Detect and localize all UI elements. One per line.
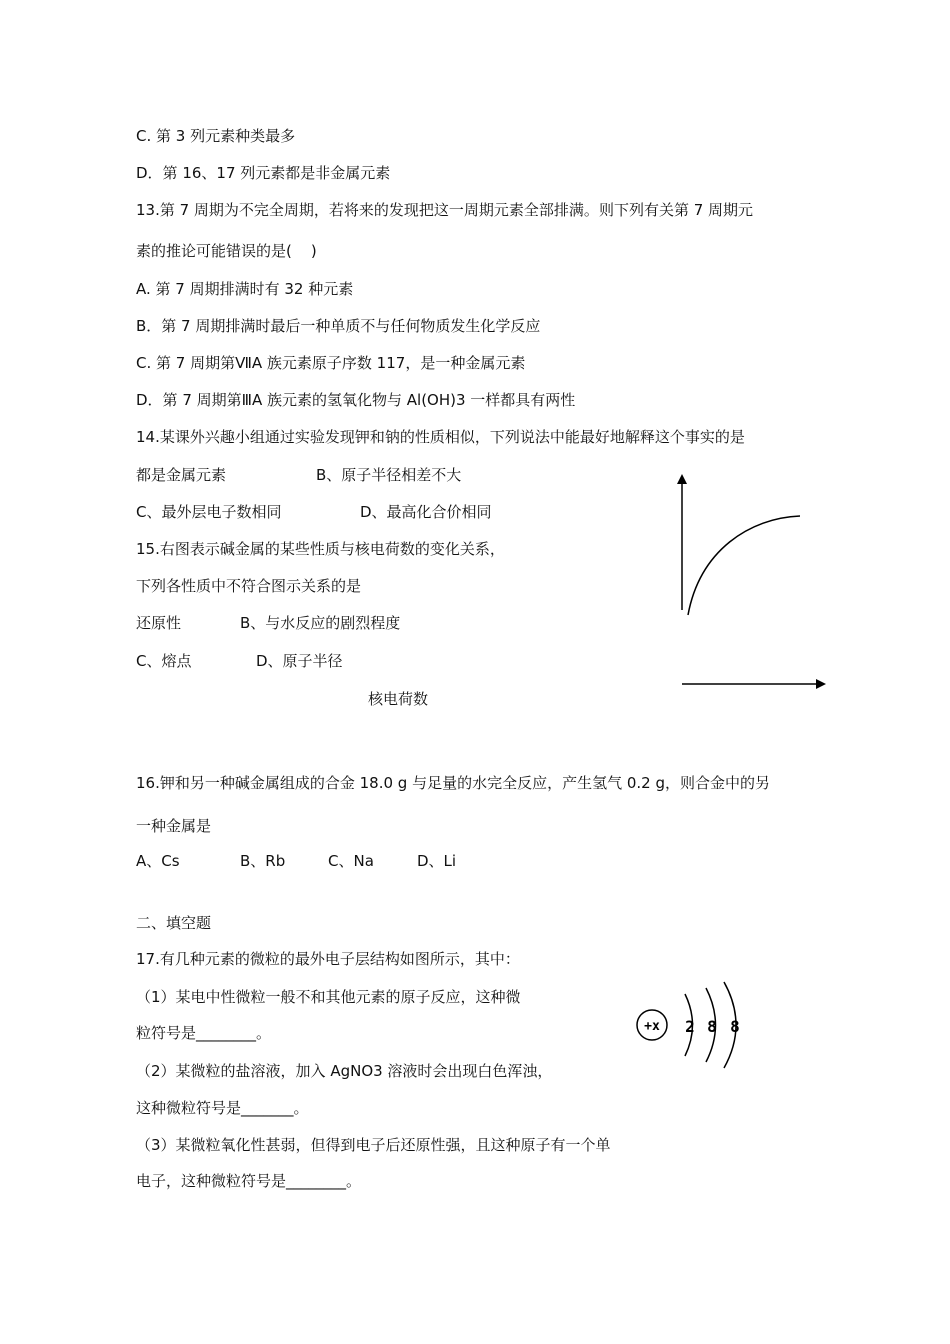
q15-option-a: 还原性 [136,614,182,632]
q13-option-c: C. 第 7 周期第ⅦA 族元素原子序数 117，是一种金属元素 [136,354,526,372]
q16-option-b: B、Rb [240,852,286,870]
question-15-cont: 下列各性质中不符合图示关系的是 [136,577,362,595]
q17-part-2-blank: 这种微粒符号是_______。 [136,1099,309,1117]
q13-option-d: D．第 7 周期第ⅢA 族元素的氢氧化物与 Al(OH)3 一样都具有两性 [136,391,576,409]
q13-option-a: A. 第 7 周期排满时有 32 种元素 [136,280,354,298]
section-heading: 二、填空题 [136,914,212,932]
q17-part-3-blank: 电子，这种微粒符号是________。 [136,1172,362,1190]
q17-part-1-blank: 粒符号是________。 [136,1024,272,1042]
question-13: 13.第 7 周期为不完全周期，若将来的发现把这一周期元素全部排满。则下列有关第 7 周期元 [136,201,754,219]
question-16-cont: 一种金属是 [136,817,212,835]
q15-option-b: B、与水反应的剧烈程度 [240,614,401,632]
q14-option-d: D、最高化合价相同 [360,503,492,521]
q14-option-b: B、原子半径相差不大 [316,466,462,484]
shell-electrons-1: 2 [685,1017,695,1036]
q17-part-1: （1）某电中性微粒一般不和其他元素的原子反应，这种微 [136,988,521,1006]
shell-electrons-2: 8 [707,1017,717,1036]
q17-part-2: （2）某微粒的盐溶液，加入 AgNO3 溶液时会出现白色浑浊， [136,1062,553,1080]
question-16: 16.钾和另一种碱金属组成的合金 18.0 g 与足量的水完全反应，产生氢气 0.2 g，则合金中的另 [136,774,770,792]
line-d-option: D．第 16、17 列元素都是非金属元素 [136,164,391,182]
nucleus-charge: +x [644,1019,660,1034]
shell-electrons-3: 8 [730,1017,740,1036]
axis-label: 核电荷数 [368,690,429,708]
x-axis-arrow [816,679,826,689]
property-graph [670,470,840,700]
question-15: 15.右图表示碱金属的某些性质与核电荷数的变化关系， [136,540,505,558]
q14-option-a: 都是金属元素 [136,466,227,484]
line-c-option: C. 第 3 列元素种类最多 [136,127,296,145]
q16-option-a: A、Cs [136,852,180,870]
question-17: 17.有几种元素的微粒的最外电子层结构如图所示，其中： [136,950,520,968]
q17-part-3: （3）某微粒氧化性甚弱，但得到电子后还原性强，且这种原子有一个单 [136,1136,611,1154]
q15-option-c: C、熔点 [136,652,192,670]
atom-structure-diagram [630,972,750,1072]
q14-option-c: C、最外层电子数相同 [136,503,282,521]
question-14: 14.某课外兴趣小组通过实验发现钾和钠的性质相似，下列说法中能最好地解释这个事实的是 [136,428,745,446]
q15-option-d: D、原子半径 [256,652,343,670]
q16-option-c: C、Na [328,852,374,870]
q16-option-d: D、Li [417,852,457,870]
y-axis-arrow [677,474,687,484]
q13-option-b: B．第 7 周期排满时最后一种单质不与任何物质发生化学反应 [136,317,541,335]
question-13-cont: 素的推论可能错误的是( ) [136,242,317,260]
curve [688,516,800,615]
